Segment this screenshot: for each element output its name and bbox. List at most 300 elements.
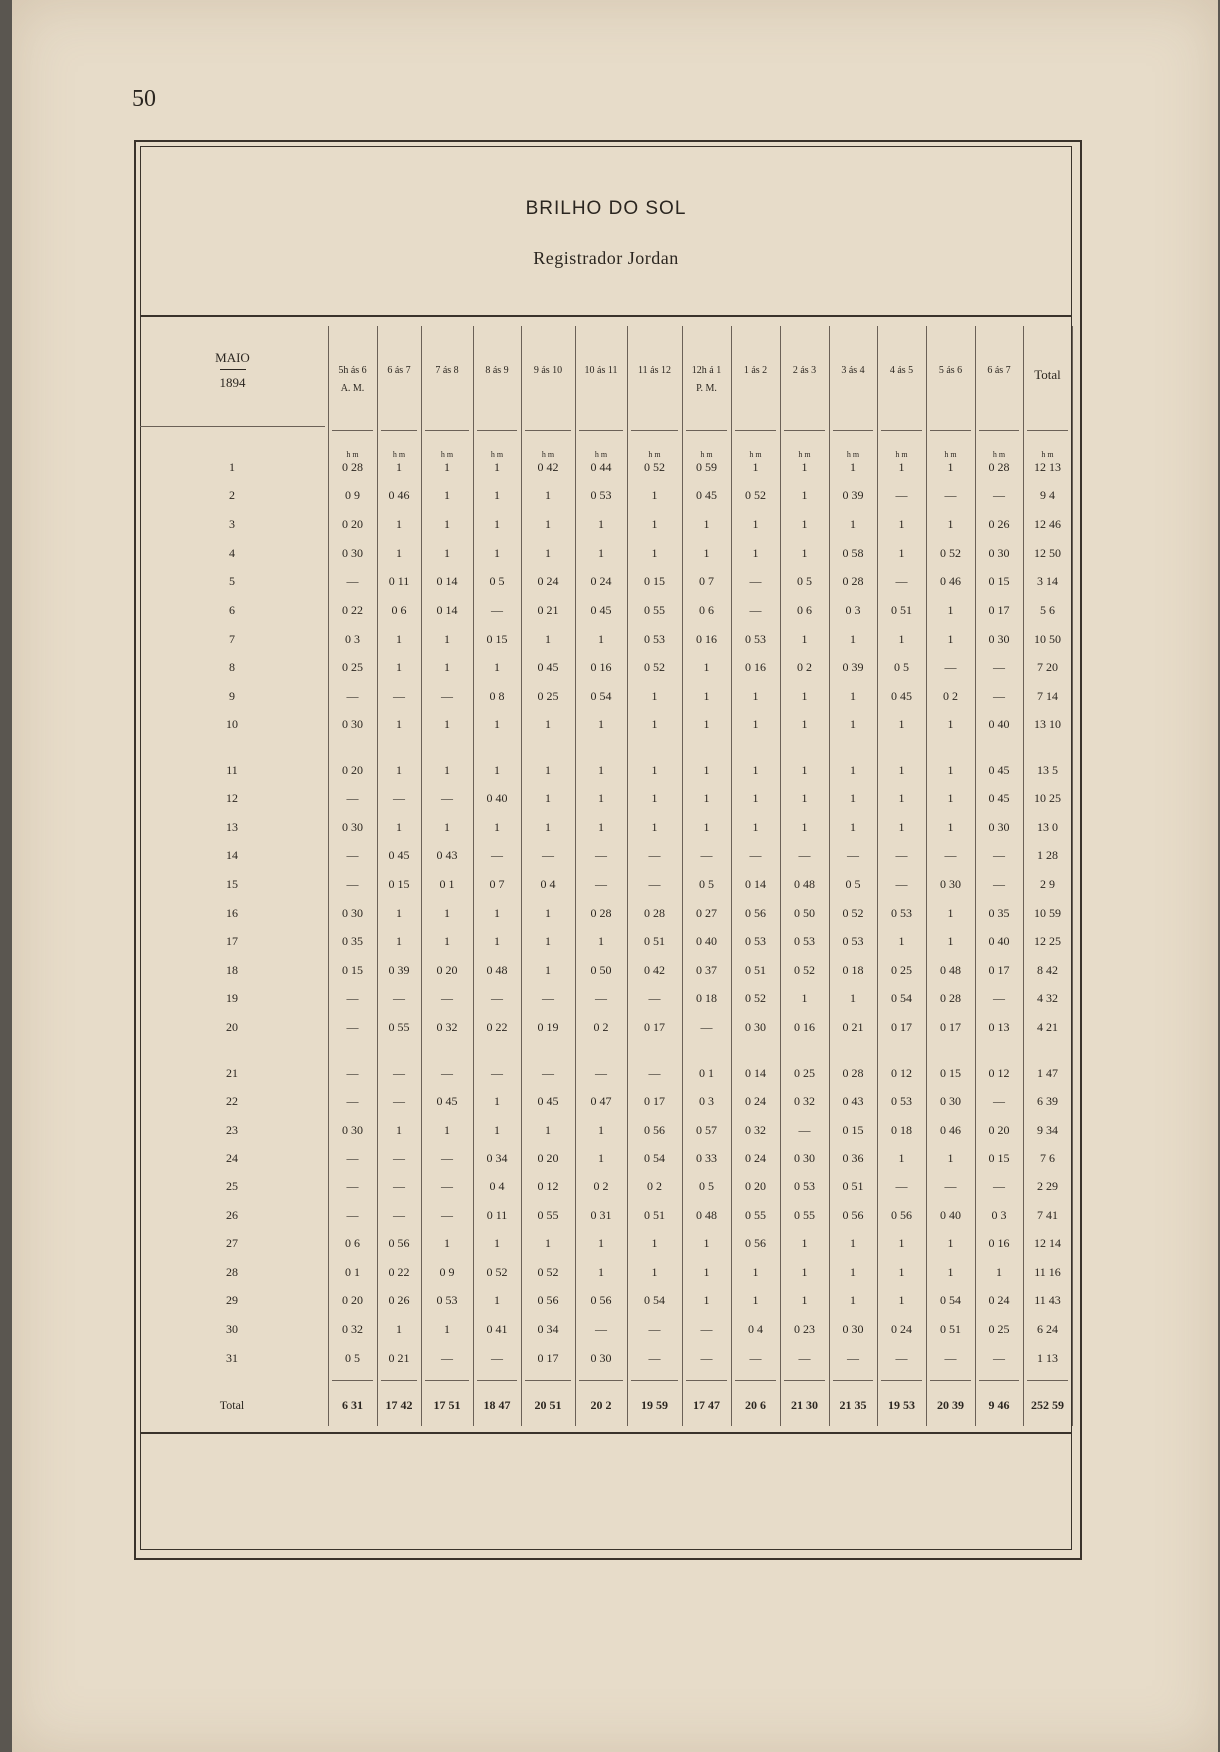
table-cell: 0 5 (797, 574, 812, 588)
table-cell: — (542, 848, 554, 862)
table-cell: 0 16 (988, 1236, 1010, 1250)
table-cell: 1 (494, 1236, 500, 1250)
table-cell: 1 (396, 660, 402, 674)
table-cell: 0 39 (388, 963, 410, 977)
table-cell: 0 15 (388, 877, 410, 891)
table-cell: 0 4 (540, 877, 556, 891)
unit-rule (784, 430, 825, 431)
table-cell: 0 52 (644, 460, 665, 474)
total-rule (833, 1380, 873, 1381)
table-cell: 0 21 (388, 1351, 410, 1365)
table-cell: 0 2 (593, 1179, 609, 1193)
table-cell: 0 28 (940, 991, 961, 1005)
table-cell: 0 16 (590, 660, 612, 674)
total-rule (784, 1380, 825, 1381)
table-cell: 0 43 (842, 1094, 864, 1108)
day-label: 4 (229, 546, 235, 560)
table-cell: 0 15 (644, 574, 665, 588)
table-cell: 0 15 (988, 1151, 1010, 1165)
unit-rule (477, 430, 517, 431)
row-total-cell: 13 5 (1037, 763, 1058, 777)
table-cell: — (700, 1322, 713, 1336)
table-cell: 1 (850, 1265, 856, 1279)
table-cell: 0 25 (342, 660, 363, 674)
table-cell: — (595, 991, 607, 1005)
day-label: 16 (226, 906, 238, 920)
table-cell: 0 53 (842, 934, 864, 948)
table-cell: 1 (947, 1265, 954, 1279)
table-cell: 0 54 (644, 1151, 665, 1165)
column-header (829, 362, 877, 380)
unit-label: h m (895, 450, 908, 459)
table-cell: 0 30 (842, 1322, 864, 1336)
table-cell: 0 22 (342, 603, 363, 617)
table-cell: 0 59 (696, 460, 717, 474)
table-cell: 0 18 (696, 991, 717, 1005)
table-cell: 1 (703, 791, 710, 805)
unit-rule (332, 430, 373, 431)
row-total-cell: 13 10 (1034, 717, 1061, 731)
table-cell: 0 54 (644, 1293, 665, 1307)
table-cell: 0 3 (699, 1094, 714, 1108)
total-rule (381, 1380, 417, 1381)
table-cell: 1 (947, 1151, 954, 1165)
table-cell: 1 (801, 763, 808, 777)
table-cell: 0 30 (988, 632, 1010, 646)
table-cell: 0 48 (940, 963, 961, 977)
table-cell: 0 44 (590, 460, 612, 474)
table-cell: 1 (898, 1236, 905, 1250)
table-cell: 0 52 (745, 488, 766, 502)
table-cell: 1 (801, 820, 808, 834)
table-cell: 1 (947, 717, 954, 731)
table-cell: 1 (703, 1236, 710, 1250)
table-cell: 1 (947, 820, 954, 834)
table-cell: 0 30 (794, 1151, 815, 1165)
table-cell: — (749, 848, 762, 862)
row-total-cell: 6 39 (1037, 1094, 1058, 1108)
day-label: 18 (226, 963, 238, 977)
table-cell: 1 (850, 632, 856, 646)
table-cell: 1 (752, 460, 759, 474)
table-cell: 1 (947, 632, 954, 646)
table-cell: 1 (494, 934, 500, 948)
table-cell: 0 52 (745, 991, 766, 1005)
table-cell: 0 15 (940, 1066, 961, 1080)
page-number: 50 (132, 86, 156, 112)
table-cell: 0 45 (436, 1094, 458, 1108)
table-cell: 1 (598, 632, 604, 646)
column-total-cell: 20 2 (590, 1398, 612, 1412)
column-total-cell: 21 30 (791, 1398, 818, 1412)
day-label: 3 (229, 517, 235, 531)
table-cell: 1 (598, 546, 604, 560)
table-cell: 1 (752, 689, 759, 703)
column-header-label: 3 ás 4 (841, 365, 865, 376)
table-cell: 0 43 (436, 848, 458, 862)
unit-label: h m (490, 450, 504, 459)
table-cell: 1 (396, 632, 402, 646)
table-cell: 1 (801, 517, 808, 531)
unit-rule (525, 430, 571, 431)
table-cell: 0 54 (590, 689, 612, 703)
day-label: 24 (226, 1151, 238, 1165)
table-cell: 0 17 (537, 1351, 559, 1365)
table-cell: 0 45 (696, 488, 717, 502)
table-cell: 1 (598, 1236, 604, 1250)
table-cell: 1 (947, 460, 954, 474)
day-label: 25 (226, 1179, 238, 1193)
table-cell: 0 25 (988, 1322, 1010, 1336)
month-dash (220, 369, 246, 370)
table-cell: 0 11 (486, 1208, 508, 1222)
row-total-cell: 5 6 (1040, 603, 1055, 617)
table-cell: 1 (752, 820, 759, 834)
day-label: 14 (226, 848, 238, 862)
table-cell: 1 (752, 517, 759, 531)
table-cell: 0 51 (644, 1208, 665, 1222)
table-cell: 0 15 (342, 963, 363, 977)
table-cell: 1 (494, 460, 500, 474)
table-cell: 0 5 (699, 877, 714, 891)
table-cell: 1 (444, 717, 450, 731)
table-cell: 0 6 (797, 603, 812, 617)
column-header-label: Total (1034, 367, 1061, 382)
table-cell: 1 (703, 717, 710, 731)
table-cell: 0 21 (537, 603, 559, 617)
day-label: 22 (226, 1094, 238, 1108)
table-cell: 0 31 (590, 1208, 612, 1222)
table-cell: 1 (494, 1293, 500, 1307)
table-cell: 0 56 (388, 1236, 410, 1250)
unit-rule (979, 430, 1019, 431)
table-cell: 0 30 (940, 877, 961, 891)
table-cell: 0 48 (696, 1208, 717, 1222)
day-label: 9 (229, 689, 235, 703)
table-cell: — (700, 1351, 713, 1365)
table-cell: — (441, 689, 453, 703)
column-header-label: 6 ás 7 (987, 365, 1011, 376)
table-cell: 0 25 (794, 1066, 815, 1080)
table-cell: — (895, 877, 908, 891)
table-cell: 1 (703, 1293, 710, 1307)
unit-label: h m (440, 450, 454, 459)
table-cell: 1 (598, 934, 604, 948)
unit-rule (631, 430, 678, 431)
table-cell: 1 (752, 1265, 759, 1279)
day-label: 17 (226, 934, 238, 948)
table-cell: 0 55 (745, 1208, 766, 1222)
table-cell: — (346, 848, 359, 862)
column-header-label: 5h ás 6 (338, 365, 367, 376)
unit-rule (735, 430, 776, 431)
table-cell: 0 2 (593, 1020, 609, 1034)
table-cell: 1 (444, 1322, 450, 1336)
table-cell: 1 (703, 517, 710, 531)
table-cell: 1 (752, 546, 759, 560)
table-cell: 1 (545, 517, 551, 531)
table-cell: 0 7 (489, 877, 505, 891)
total-rule (525, 1380, 571, 1381)
table-cell: 1 (651, 791, 658, 805)
table-cell: — (749, 603, 762, 617)
column-header (627, 362, 682, 380)
table-cell: 0 12 (891, 1066, 912, 1080)
table-cell: 0 12 (988, 1066, 1010, 1080)
table-cell: 0 30 (940, 1094, 961, 1108)
row-total-cell: 1 47 (1037, 1066, 1058, 1080)
day-label: 23 (226, 1123, 238, 1137)
table-cell: 0 53 (794, 1179, 815, 1193)
table-cell: 1 (444, 488, 450, 502)
table-cell: 0 56 (644, 1123, 665, 1137)
table-cell: — (491, 1351, 503, 1365)
table-cell: 1 (947, 791, 954, 805)
table-cell: — (700, 848, 713, 862)
table-cell: — (346, 991, 359, 1005)
table-cell: 1 (850, 791, 856, 805)
table-cell: 1 (898, 1265, 905, 1279)
table-cell: 0 53 (891, 1094, 912, 1108)
row-total-cell: 10 25 (1034, 791, 1061, 805)
table-cell: 0 41 (486, 1322, 508, 1336)
table-cell: — (895, 488, 908, 502)
unit-rule (881, 430, 922, 431)
table-cell: 0 45 (537, 1094, 559, 1108)
table-cell: 1 (545, 546, 551, 560)
row-total-cell: 12 46 (1034, 517, 1061, 531)
table-cell: 0 15 (486, 632, 508, 646)
row-total-cell: 8 42 (1037, 963, 1058, 977)
table-cell: — (993, 1351, 1005, 1365)
table-cell: 0 52 (842, 906, 864, 920)
table-cell: — (993, 877, 1005, 891)
table-cell: 0 30 (342, 546, 363, 560)
row-total-cell: 6 24 (1037, 1322, 1058, 1336)
table-cell: 0 5 (489, 574, 505, 588)
day-label: 12 (226, 791, 238, 805)
table-cell: — (944, 848, 957, 862)
table-cell: 1 (396, 934, 402, 948)
unit-label: h m (392, 450, 406, 459)
column-header-label: 4 ás 5 (889, 365, 914, 376)
table-cell: — (595, 848, 607, 862)
table-cell: 1 (947, 906, 954, 920)
table-cell: 0 34 (486, 1151, 508, 1165)
day-label: 10 (226, 717, 238, 731)
column-header-label: 9 ás 10 (533, 365, 563, 376)
unit-label: h m (594, 450, 608, 459)
table-cell: 0 54 (940, 1293, 961, 1307)
table-cell: 0 53 (891, 906, 912, 920)
table-cell: 1 (752, 791, 759, 805)
table-cell: 0 20 (988, 1123, 1010, 1137)
table-cell: 1 (545, 488, 551, 502)
table-cell: 0 39 (842, 660, 864, 674)
table-cell: 0 56 (537, 1293, 559, 1307)
row-total-cell: 7 41 (1037, 1208, 1058, 1222)
row-total-cell: 1 13 (1037, 1351, 1058, 1365)
column-header (1023, 366, 1072, 384)
table-cell: 1 (494, 1123, 500, 1137)
table-cell: 1 (598, 820, 604, 834)
table-cell: 1 (494, 906, 500, 920)
table-cell: — (993, 660, 1005, 674)
table-cell: — (993, 1094, 1005, 1108)
table-cell: 1 (651, 820, 658, 834)
table-cell: 0 50 (794, 906, 815, 920)
table-cell: 1 (396, 517, 402, 531)
column-total-cell: 20 39 (937, 1398, 964, 1412)
unit-rule (686, 430, 727, 431)
footer-rule (140, 1432, 1072, 1434)
column-header (521, 362, 575, 380)
table-cell: 1 (545, 963, 551, 977)
day-label: 29 (226, 1293, 238, 1307)
table-cell: 0 17 (988, 963, 1010, 977)
row-total-cell: 2 29 (1037, 1179, 1058, 1193)
table-cell: 1 (598, 517, 604, 531)
table-cell: — (944, 1351, 957, 1365)
table-cell: — (393, 689, 405, 703)
table-cell: 1 (396, 906, 402, 920)
day-label: 1 (229, 460, 235, 474)
table-cell: — (393, 1179, 405, 1193)
table-cell: 1 (801, 717, 808, 731)
table-cell: 1 (850, 460, 856, 474)
table-cell: — (346, 1151, 359, 1165)
table-cell: 0 32 (745, 1123, 766, 1137)
row-total-cell: 12 50 (1034, 546, 1061, 560)
table-cell: 1 (651, 1265, 658, 1279)
table-cell: — (346, 1208, 359, 1222)
column-total-cell: 9 46 (988, 1398, 1010, 1412)
table-cell: 1 (396, 1123, 402, 1137)
row-total-cell: 2 9 (1040, 877, 1055, 891)
day-label: 2 (229, 488, 235, 502)
table-cell: — (944, 660, 957, 674)
table-cell: 1 (444, 632, 450, 646)
table-cell: — (847, 1351, 859, 1365)
table-cell: 0 56 (590, 1293, 612, 1307)
table-cell: 0 13 (988, 1020, 1010, 1034)
column-total-cell: 18 47 (483, 1398, 511, 1412)
table-cell: 1 (947, 934, 954, 948)
table-cell: 0 35 (342, 934, 363, 948)
table-cell: — (393, 991, 405, 1005)
table-cell: 1 (850, 517, 856, 531)
row-total-cell: 12 25 (1034, 934, 1061, 948)
table-cell: 0 32 (436, 1020, 458, 1034)
table-cell: 0 40 (988, 717, 1010, 731)
table-cell: 0 24 (745, 1094, 766, 1108)
column-header (877, 362, 926, 380)
month-header (140, 350, 325, 391)
table-cell: 1 (898, 717, 905, 731)
table-cell: 0 40 (988, 934, 1010, 948)
table-cell: — (441, 791, 453, 805)
table-cell: 0 45 (891, 689, 912, 703)
table-cell: 0 28 (842, 574, 864, 588)
total-rule (425, 1380, 469, 1381)
table-cell: 1 (947, 517, 954, 531)
column-total-cell: 6 31 (342, 1398, 363, 1412)
column-header (575, 362, 627, 380)
table-cell: 1 (444, 660, 450, 674)
table-cell: 0 24 (988, 1293, 1010, 1307)
table-cell: 1 (801, 460, 808, 474)
table-cell: — (648, 848, 661, 862)
total-rule (631, 1380, 678, 1381)
total-rule (930, 1380, 971, 1381)
column-header (975, 362, 1023, 380)
table-cell: 0 53 (590, 488, 612, 502)
table-subtitle: Registrador Jordan (533, 248, 679, 268)
table-cell: 1 (444, 1236, 450, 1250)
table-cell: — (895, 1351, 908, 1365)
table-cell: — (491, 991, 503, 1005)
table-cell: 0 45 (537, 660, 559, 674)
table-cell: 1 (801, 689, 808, 703)
unit-label: h m (992, 450, 1006, 459)
table-cell: 1 (703, 820, 710, 834)
table-cell: 0 30 (342, 717, 363, 731)
column-header (421, 362, 473, 380)
table-cell: 1 (545, 1123, 551, 1137)
table-cell: 1 (898, 1293, 905, 1307)
column-header (731, 362, 780, 380)
table-cell: — (895, 1179, 908, 1193)
table-cell: 0 5 (894, 660, 909, 674)
table-cell: 0 17 (644, 1094, 665, 1108)
table-cell: — (491, 1066, 503, 1080)
table-cell: — (393, 791, 405, 805)
day-label: 19 (226, 991, 238, 1005)
table-cell: 0 53 (644, 632, 665, 646)
column-header-period: A. M. (340, 383, 365, 394)
table-cell: 0 26 (388, 1293, 410, 1307)
table-cell: 0 55 (388, 1020, 410, 1034)
table-cell: 0 52 (644, 660, 665, 674)
unit-label: h m (648, 450, 661, 459)
table-cell: 1 (651, 546, 658, 560)
table-cell: 0 2 (797, 660, 812, 674)
table-cell: 0 6 (699, 603, 714, 617)
table-cell: — (993, 848, 1005, 862)
row-total-cell: 3 14 (1037, 574, 1058, 588)
table-cell: — (595, 1322, 607, 1336)
table-cell: 1 (898, 791, 905, 805)
table-cell: 1 (545, 820, 551, 834)
table-cell: 0 52 (940, 546, 961, 560)
table-cell: — (441, 1351, 453, 1365)
table-cell: 0 22 (388, 1265, 410, 1279)
table-cell: 0 37 (696, 963, 717, 977)
day-label: 28 (226, 1265, 238, 1279)
table-cell: — (441, 1151, 453, 1165)
table-cell: 0 46 (940, 1123, 961, 1137)
table-cell: 1 (703, 689, 710, 703)
total-rule (1027, 1380, 1068, 1381)
table-cell: 0 32 (342, 1322, 363, 1336)
table-cell: 1 (545, 632, 551, 646)
table-cell: 0 24 (891, 1322, 912, 1336)
table-cell: — (749, 574, 762, 588)
unit-label: h m (541, 450, 555, 459)
table-cell: 0 51 (745, 963, 766, 977)
table-cell: 0 20 (342, 1293, 363, 1307)
table-cell: 1 (651, 488, 658, 502)
